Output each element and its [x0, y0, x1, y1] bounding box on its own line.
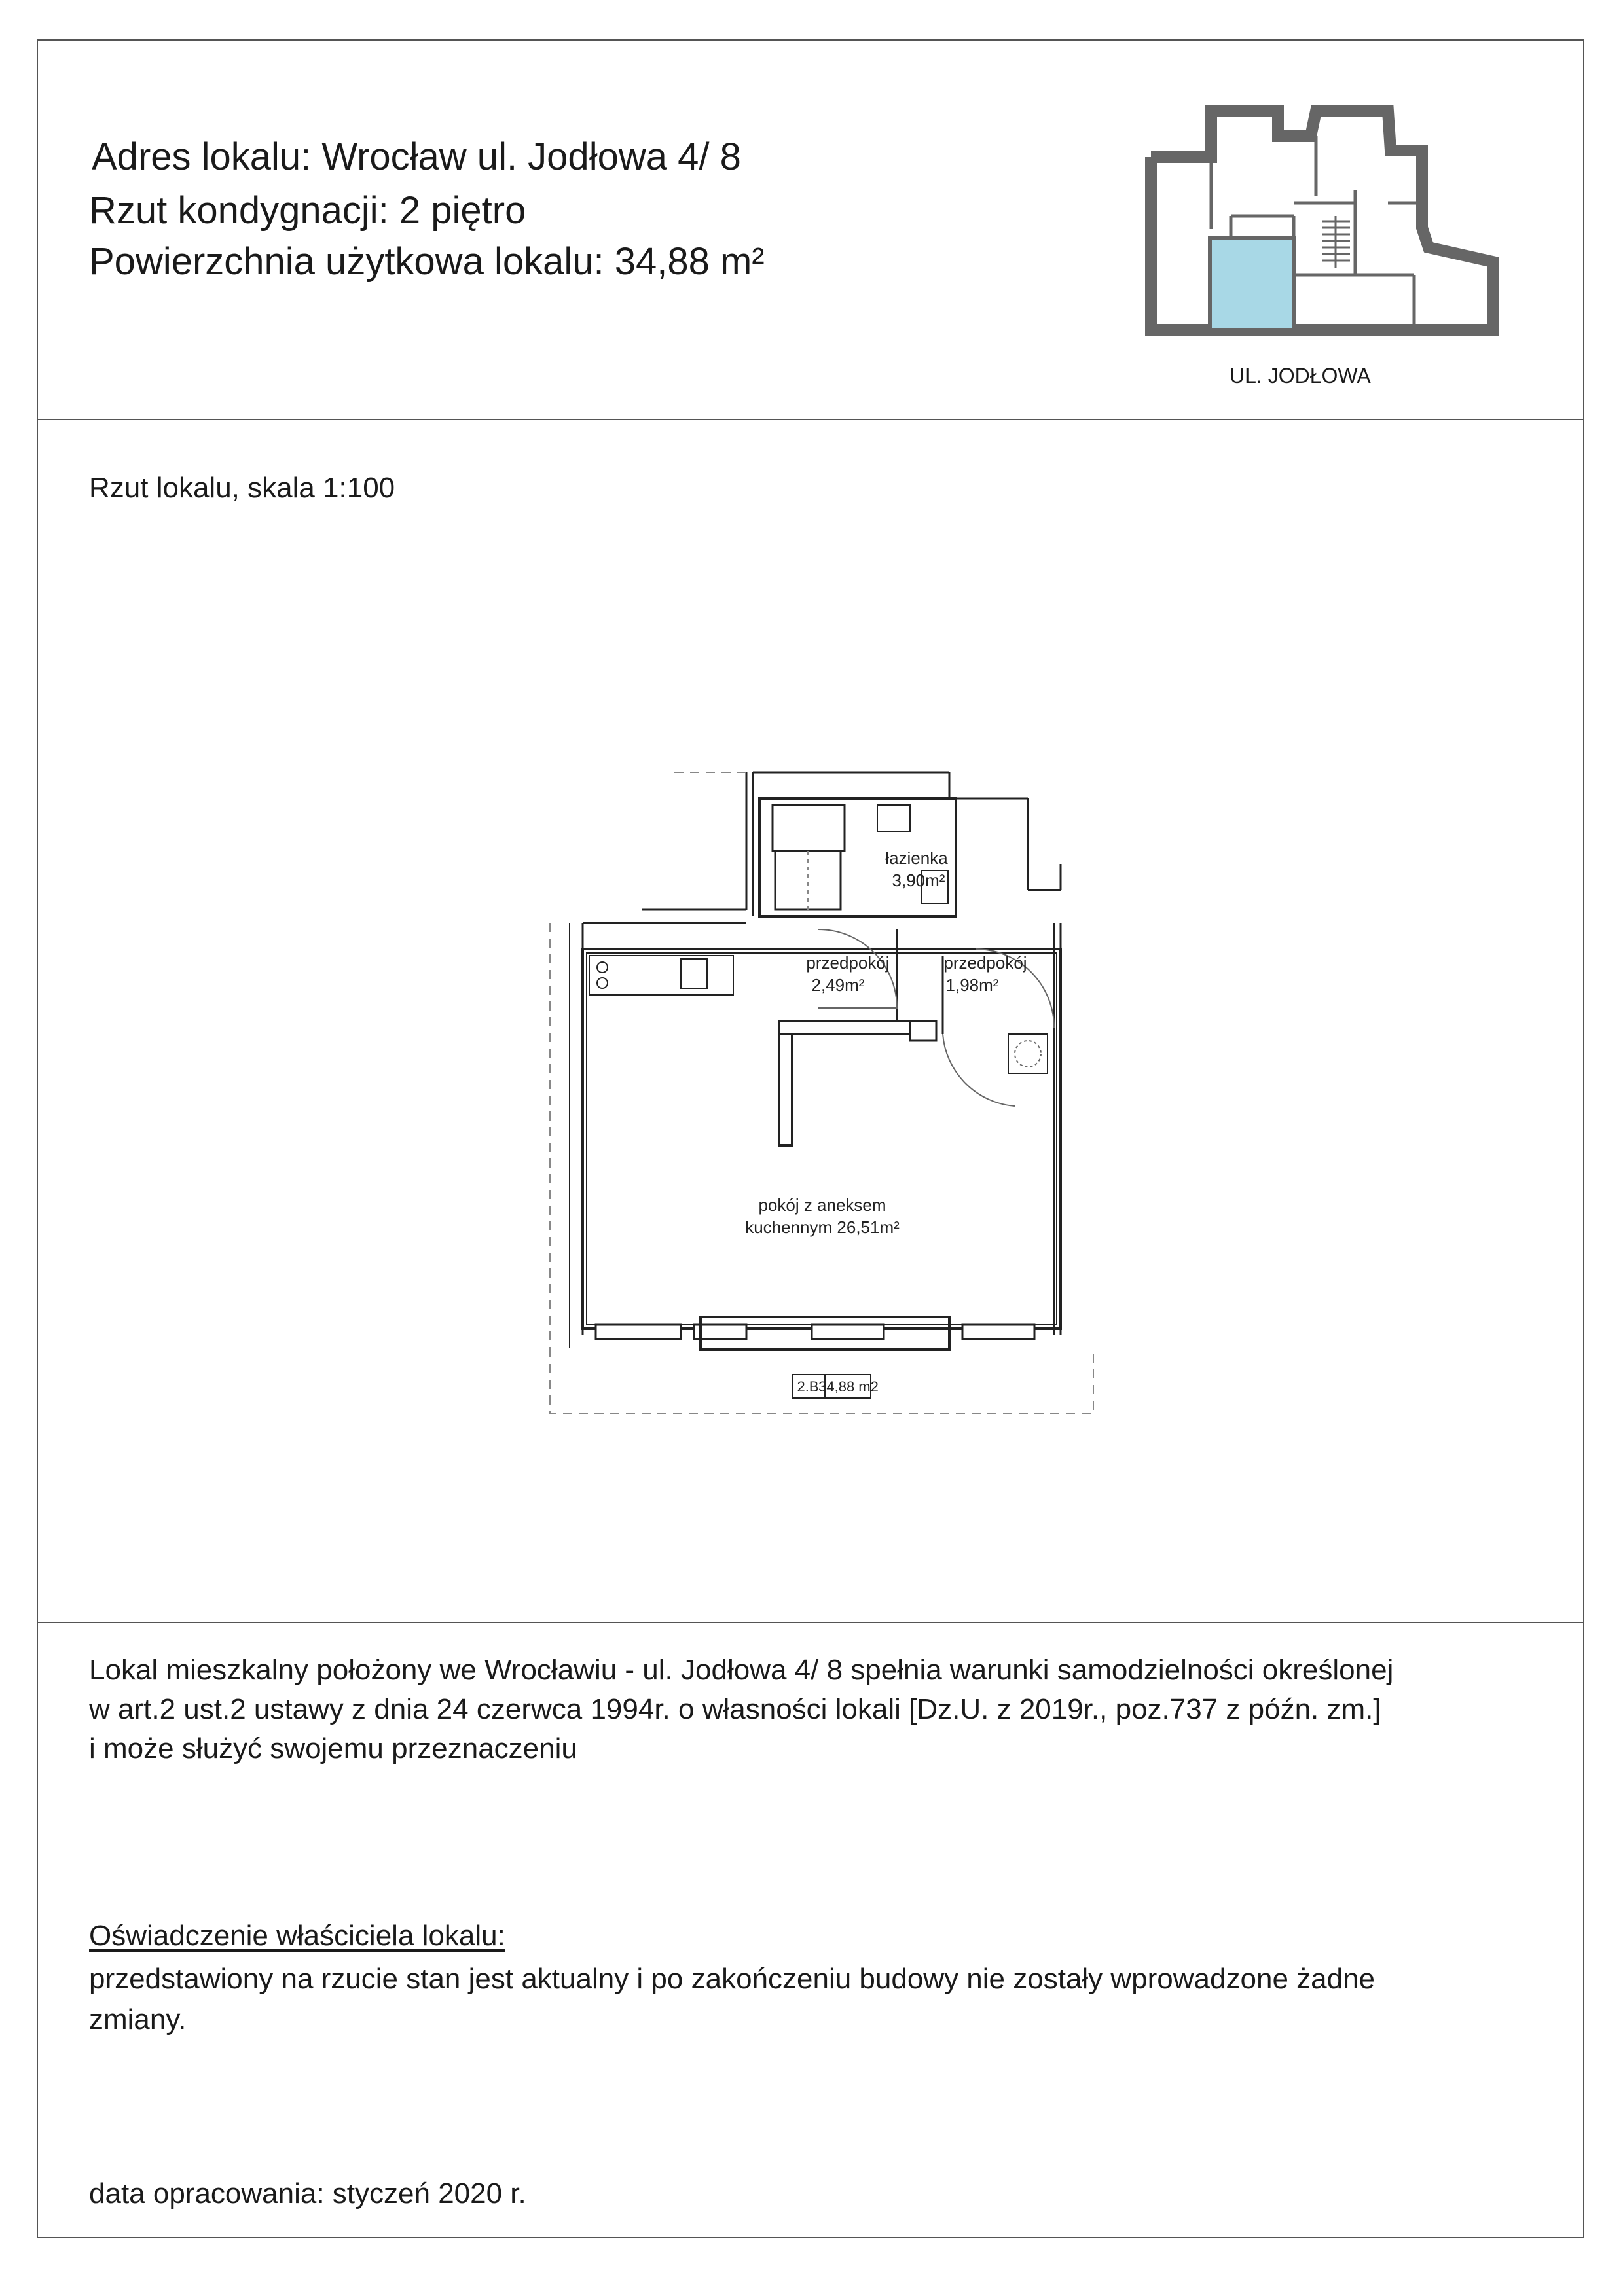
address-line: Adres lokalu: Wrocław ul. Jodłowa 4/ 8 — [92, 135, 741, 178]
key-plan-highlight — [1210, 238, 1294, 330]
plan-caption: Rzut lokalu, skala 1:100 — [89, 472, 395, 504]
area-line: Powierzchnia użytkowa lokalu: 34,88 m² — [89, 240, 765, 283]
owner-line-1: przedstawiony na rzucie stan jest aktualny i po zakończeniu budowy nie zostały wprowadzone żadne — [89, 1963, 1376, 1995]
kitchen-sink — [681, 959, 707, 988]
unit-area: 34,88 m2 — [818, 1378, 879, 1395]
statement-line-3: i może służyć swojemu przeznaczeniu — [89, 1732, 577, 1765]
floor-plan — [543, 759, 1100, 1414]
living-name: pokój z aneksem — [758, 1195, 886, 1215]
washbasin — [877, 805, 910, 831]
bathroom-area: 3,90m² — [892, 870, 945, 890]
statement-line-2: w art.2 ust.2 ustawy z dnia 24 czerwca 1994r. o własności lokali [Dz.U. z 2019r., poz.737 z późn. zm.] — [89, 1693, 1381, 1725]
floor-line: Rzut kondygnacji: 2 piętro — [89, 189, 526, 232]
hall2-name: przedpokój — [943, 953, 1027, 973]
statement-line-1: Lokal mieszkalny położony we Wrocławiu - ul. Jodłowa 4/ 8 spełnia warunki samodzielności określonej — [89, 1654, 1394, 1686]
divider-header — [37, 419, 1584, 420]
owner-heading: Oświadczenie właściciela lokalu: — [89, 1920, 505, 1952]
hall2-area: 1,98m² — [945, 975, 999, 995]
key-plan — [1139, 98, 1506, 347]
living-area: kuchennym 26,51m² — [745, 1217, 900, 1237]
street-label: UL. JODŁOWA — [1230, 364, 1371, 387]
windows — [596, 1325, 1034, 1339]
living-room-outline — [583, 949, 1061, 1329]
door-swing-2 — [943, 1034, 1015, 1106]
date-line: data opracowania: styczeń 2020 r. — [89, 2178, 526, 2210]
key-plan-building — [1151, 111, 1493, 330]
hall1-name: przedpokój — [806, 953, 890, 973]
hall1-area: 2,49m² — [811, 975, 865, 995]
bathroom-cabinet — [773, 805, 845, 851]
key-plan-stairs — [1322, 216, 1350, 268]
partition-wall — [779, 1021, 792, 1145]
plan-walls — [570, 772, 1061, 1348]
bathroom-name: łazienka — [885, 848, 948, 868]
divider-plan — [37, 1622, 1584, 1623]
owner-line-2: zmiany. — [89, 2003, 187, 2036]
kitchen-counter — [589, 956, 733, 995]
unit-tag: 2.B — [797, 1378, 819, 1395]
